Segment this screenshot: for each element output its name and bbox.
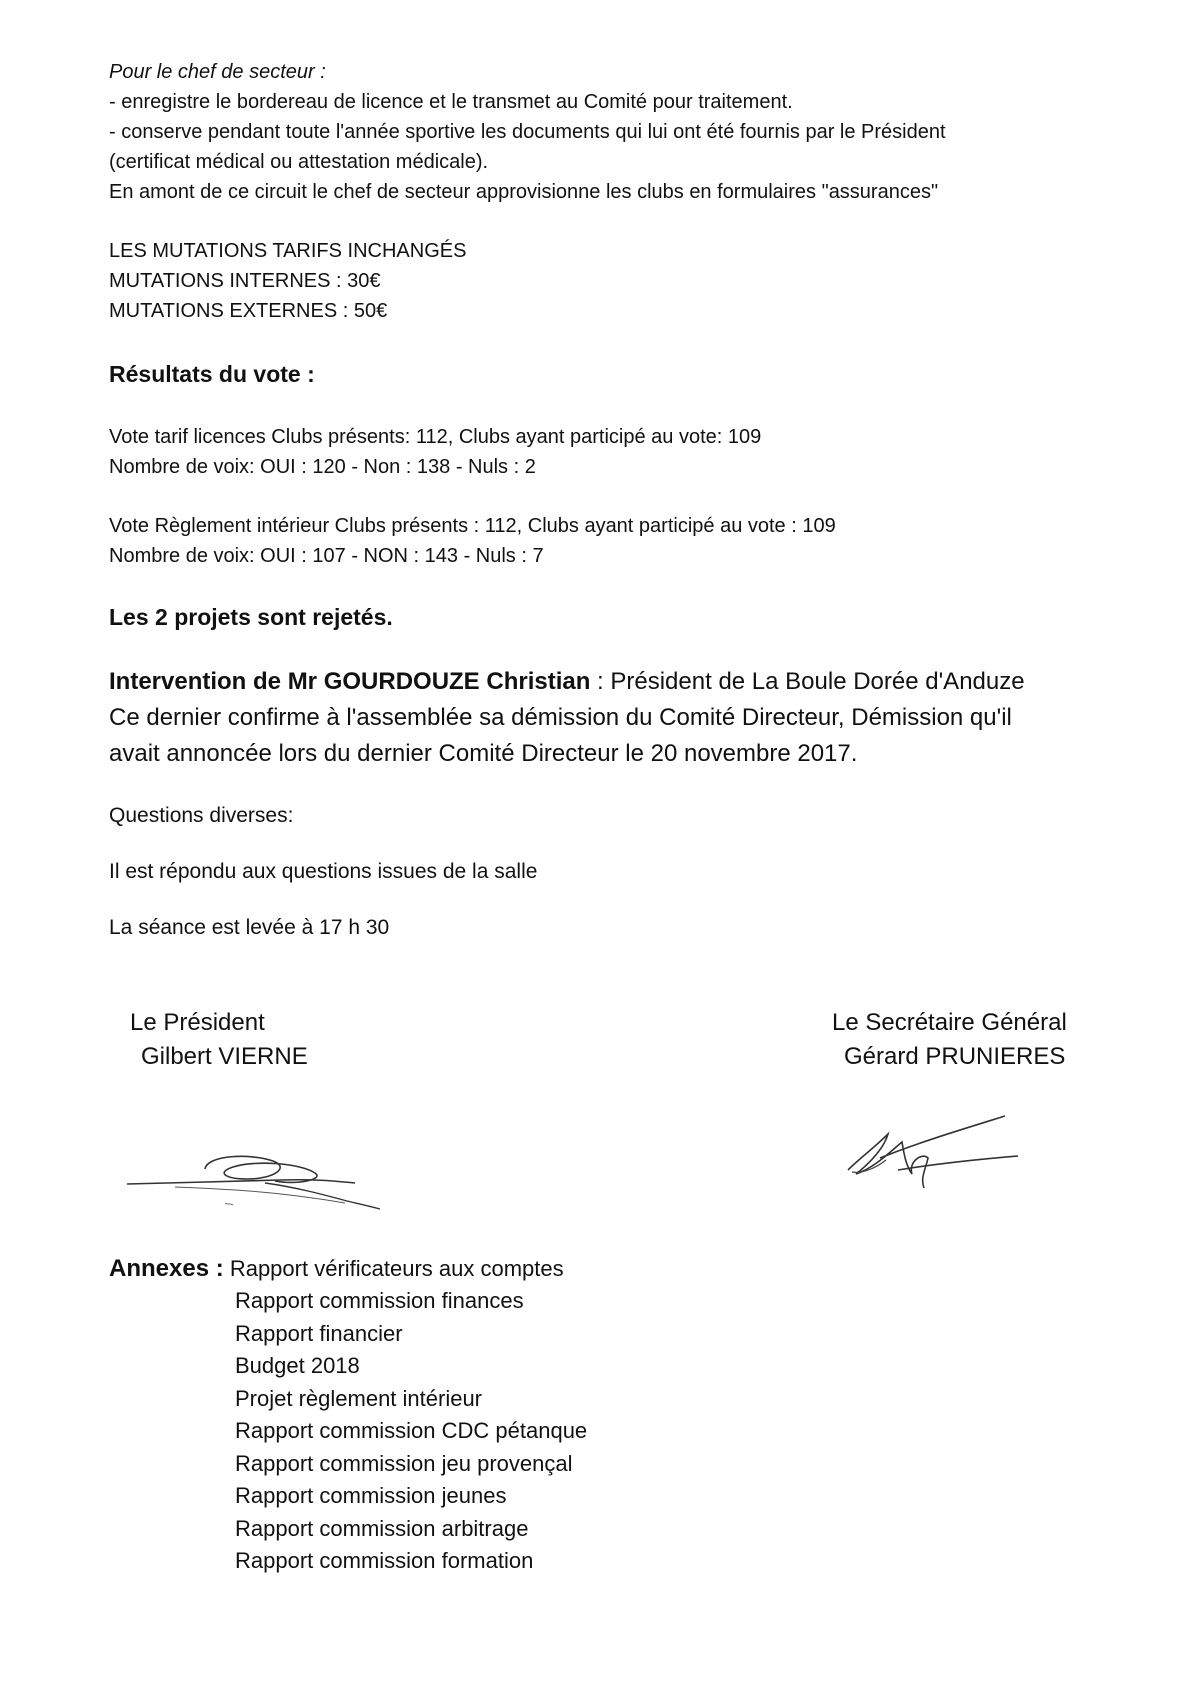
secretary-role: Le Secrétaire Général: [832, 1009, 1067, 1036]
annex-item: Rapport commission arbitrage: [235, 1515, 529, 1541]
intervention-rest: : Président de La Boule Dorée d'Anduze: [590, 668, 1025, 695]
mutations-internes: MUTATIONS INTERNES : 30€: [109, 270, 381, 292]
questions-title: Questions diverses:: [109, 804, 294, 827]
president-name: Gilbert VIERNE: [141, 1043, 308, 1070]
secteur-title: Pour le chef de secteur :: [109, 61, 326, 83]
annexes-first-line: [109, 1253, 564, 1285]
annex-item: Rapport vérificateurs aux comptes: [229, 1256, 564, 1281]
secteur-line: - conserve pendant toute l'année sportive les documents qui lui ont été fournis par le Président: [109, 121, 946, 143]
president-role: Le Président: [130, 1009, 265, 1036]
mutations-externes: MUTATIONS EXTERNES : 50€: [109, 300, 388, 322]
secretary-signature: [840, 1108, 1020, 1198]
secteur-line: En amont de ce circuit le chef de secteur approvisionne les clubs en formulaires "assurances": [109, 181, 939, 203]
secteur-line: (certificat médical ou attestation médicale).: [109, 151, 489, 173]
annex-item: Rapport financier: [235, 1320, 403, 1346]
annexes-label: Annexes :: [109, 1255, 224, 1282]
intervention-line: [109, 664, 1025, 700]
secretary-name: Gérard PRUNIERES: [844, 1043, 1066, 1070]
secteur-line: - enregistre le bordereau de licence et le transmet au Comité pour traitement.: [109, 91, 793, 113]
vote-licences-line: Vote tarif licences Clubs présents: 112, Clubs ayant participé au vote: 109: [109, 426, 762, 448]
intervention-line: avait annoncée lors du dernier Comité Directeur le 20 novembre 2017.: [109, 740, 858, 767]
intervention-label: Intervention de Mr GOURDOUZE Christian: [109, 668, 591, 695]
annex-item: Rapport commission finances: [235, 1288, 524, 1313]
annexes-list: [235, 1285, 587, 1578]
questions-answer: Il est répondu aux questions issues de la salle: [109, 860, 538, 883]
annex-item: Budget 2018: [235, 1353, 360, 1378]
intervention-line: Ce dernier confirme à l'assemblée sa démission du Comité Directeur, Démission qu'il: [109, 704, 1012, 731]
vote-reglement-line: Vote Règlement intérieur Clubs présents : 112, Clubs ayant participé au vote : 109: [109, 515, 836, 537]
vote-heading: Résultats du vote :: [109, 361, 315, 387]
annex-item: Rapport commission CDC pétanque: [235, 1418, 588, 1443]
closing-line: La séance est levée à 17 h 30: [109, 916, 390, 939]
annex-item: Projet règlement intérieur: [235, 1385, 483, 1411]
annex-item: Rapport commission jeunes: [235, 1483, 507, 1508]
annex-item: Rapport commission jeu provençal: [235, 1450, 573, 1476]
annex-item: Rapport commission formation: [235, 1548, 534, 1573]
president-signature: [115, 1145, 395, 1215]
mutations-title: LES MUTATIONS TARIFS INCHANGÉS: [109, 240, 467, 262]
vote-reglement-line: Nombre de voix: OUI : 107 - NON : 143 - Nuls : 7: [109, 545, 544, 567]
vote-result: Les 2 projets sont rejetés.: [109, 604, 393, 630]
vote-licences-line: Nombre de voix: OUI : 120 - Non : 138 - Nuls : 2: [109, 456, 536, 478]
